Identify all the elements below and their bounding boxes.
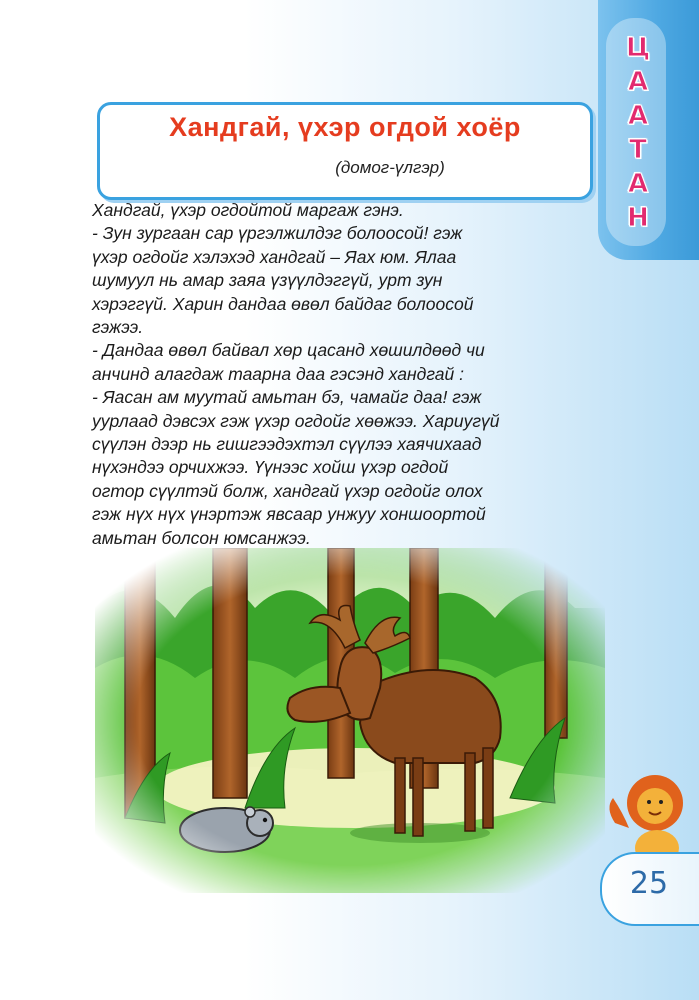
story-subtitle: (домог-үлгэр) (335, 158, 445, 177)
lemming-figure (180, 807, 273, 852)
side-tab-label (612, 34, 664, 232)
body-line: уурлаад дэвсэх гэж үхэр огдойг хөөжээ. Хариугүй (92, 410, 500, 431)
side-letter: А (627, 67, 649, 97)
body-line: гэж нүх нүх үнэртэж явсаар унжуу хоншоортой (92, 504, 486, 525)
side-letter: Н (627, 203, 649, 233)
story-title: Хандгай, үхэр огдой хоёр (169, 112, 521, 142)
side-letter: А (627, 169, 649, 199)
body-line: нүхэндээ орчихжээ. Үүнээс хойш үхэр огдой (92, 457, 449, 478)
story-body (92, 199, 612, 550)
body-line: анчинд алагдаж таарна даа гэсэнд хандгай : (92, 363, 464, 384)
body-line: сүүлэн дээр нь гишгээдэхтэл сүүлээ хаячихаад (92, 434, 482, 455)
forest-illustration (95, 548, 605, 893)
side-letter: А (627, 101, 649, 131)
body-line: амьтан болсон юмсанжээ. (92, 527, 311, 548)
body-line: үхэр огдойг хэлэхэд хандгай – Яах юм. Ялаа (92, 246, 457, 267)
side-letter: Ц (625, 33, 651, 63)
body-line: - Дандаа өвөл байвал хөр цасанд хөшилдөөд чи (92, 340, 485, 361)
page-number: 25 (629, 866, 669, 901)
body-line: - Яасан ам муутай амьтан бэ, чамайг даа! гэж (92, 387, 482, 408)
body-line: шумуул нь амар заяа үзүүлдэггүй, урт зун (92, 270, 443, 291)
body-line: огтор сүүлтэй болж, хандгай үхэр огдойг олох (92, 480, 483, 501)
body-line: гэжээ. (92, 317, 144, 338)
side-letter: Т (629, 135, 647, 165)
body-line: хэрэггүй. Харин дандаа өвөл байдаг болоосой (92, 293, 474, 314)
body-line: Хандгай, үхэр огдойтой маргаж гэнэ. (92, 200, 404, 220)
body-line: - Зун зургаан сар үргэлжилдэг болоосой! гэж (92, 223, 463, 244)
